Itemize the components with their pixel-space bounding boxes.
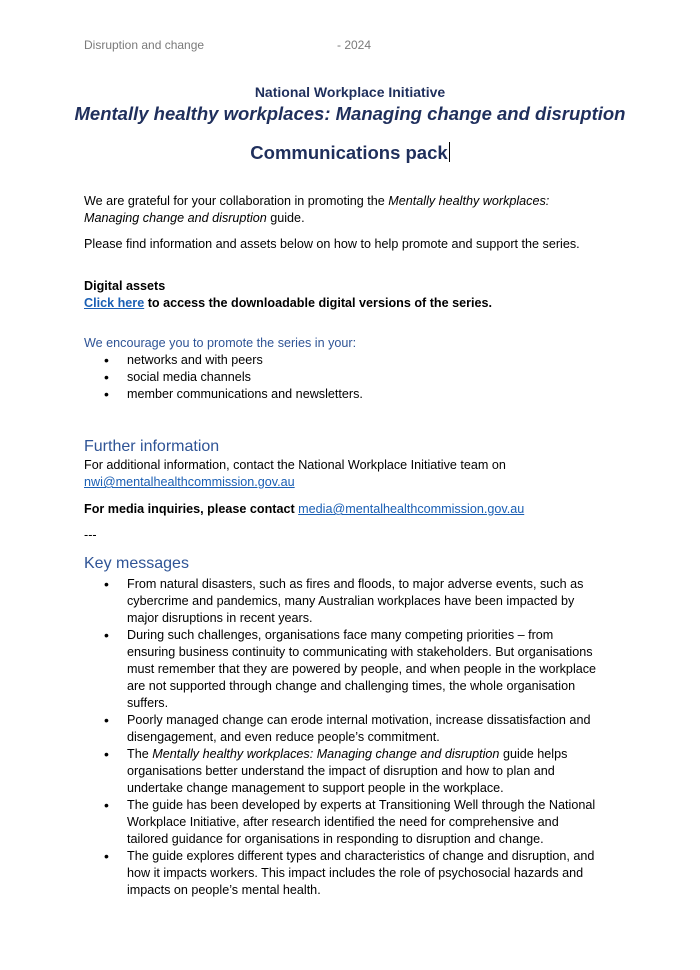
intro-guide-italic: Mentally healthy workplaces:: [388, 194, 550, 208]
digital-assets-text: to access the downloadable digital versions of the series.: [144, 296, 493, 310]
page-header: [84, 38, 372, 52]
separator: ---: [84, 528, 97, 542]
line: • Poorly managed change can erode internal motivation, increase dissatisfaction and: [127, 713, 591, 727]
line: major disruptions in recent years.: [127, 611, 313, 625]
pack-title-text: Communications pack: [250, 142, 448, 163]
line: are not supported through change and challenging times, the whole organisation: [127, 679, 576, 693]
text-cursor: [449, 142, 450, 162]
pack-title[interactable]: [0, 142, 700, 164]
intro-paragraph: [84, 193, 624, 227]
digital-assets-section: [84, 278, 624, 312]
intro-guide-italic-2: Managing change and disruption: [84, 211, 267, 225]
line: cybercrime and pandemics, many Australian workplaces have been impacted by: [127, 594, 575, 608]
line: organisations better understand the impact of disruption and how to plan and: [127, 764, 555, 778]
header-title: Disruption and change: [84, 38, 205, 52]
org-title: National Workplace Initiative: [254, 84, 446, 100]
line: impacts on people’s mental health.: [127, 883, 321, 897]
list-item: [84, 712, 624, 746]
line: ensuring business continuity to communicating with stakeholders. But organisations: [127, 645, 593, 659]
line: tailored guidance for organisations in responding to disruption and change.: [127, 832, 544, 846]
line: • The guide has been developed by experts at Transitioning Well through the National: [127, 798, 596, 812]
encourage-list: [84, 352, 624, 403]
guide-title: Mentally healthy workplaces: Managing change and disruption: [74, 103, 626, 124]
list-item: [84, 627, 624, 712]
encourage-heading: We encourage you to promote the series in your:: [84, 336, 357, 350]
further-info-heading: Further information: [84, 438, 220, 455]
line: must remember that they are powered by people, and when people in the workplace: [127, 662, 597, 676]
list-item: • member communications and newsletters.: [84, 386, 624, 403]
line: suffers.: [127, 696, 169, 710]
intro-text-2: guide.: [266, 211, 305, 225]
digital-assets-heading: Digital assets: [84, 279, 166, 293]
media-email-link[interactable]: media@mentalhealthcommission.gov.au: [298, 502, 525, 516]
line: Workplace Initiative, after research identified the need for comprehensive and: [127, 815, 559, 829]
further-info-section: [84, 437, 624, 491]
intro-text: We are grateful for your collaboration in promoting the: [84, 194, 389, 208]
media-label: For media inquiries, please contact: [84, 502, 299, 516]
list-item: [84, 576, 624, 627]
line: • From natural disasters, such as fires and floods, to major adverse events, such as: [127, 577, 584, 591]
encourage-section: [84, 335, 624, 403]
header-year: - 2024: [337, 38, 372, 52]
click-here-link[interactable]: Click here: [84, 296, 145, 310]
line: undertake change management to support people in the workplace.: [127, 781, 504, 795]
text: guide helps: [499, 747, 568, 761]
line: disengagement, and even reduce people’s commitment.: [127, 730, 440, 744]
line: [127, 746, 624, 763]
text: The: [127, 747, 153, 761]
intro-paragraph-2: Please find information and assets below on how to help promote and support the series.: [84, 237, 580, 251]
list-item: [84, 848, 624, 899]
nwi-email-link[interactable]: nwi@mentalhealthcommission.gov.au: [84, 475, 295, 489]
line: • The guide explores different types and characteristics of change and disruption, and: [127, 849, 595, 863]
key-messages-heading: Key messages: [84, 555, 189, 572]
key-messages-section: [84, 554, 624, 899]
line: • During such challenges, organisations face many competing priorities – from: [127, 628, 554, 642]
media-inquiries: [84, 501, 624, 518]
list-item: • networks and with peers: [84, 352, 624, 369]
list-item: [84, 797, 624, 848]
key-messages-list: [84, 576, 624, 899]
list-item: [84, 746, 624, 797]
line: how it impacts workers. This impact includes the role of psychosocial hazards and: [127, 866, 584, 880]
list-item: • social media channels: [84, 369, 624, 386]
guide-italic: Mentally healthy workplaces: Managing change and disruption: [152, 747, 500, 761]
further-info-text: For additional information, contact the National Workplace Initiative team on: [84, 458, 506, 472]
